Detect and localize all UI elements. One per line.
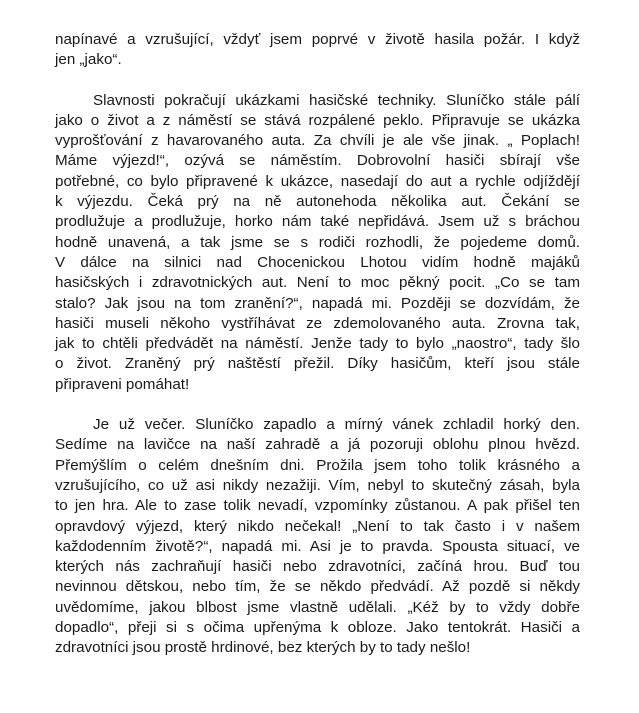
text-line: prodlužuje a prodlužuje, horko nám také nepřidává. Jsem už s bráchou bbox=[55, 213, 580, 231]
text-line: V dálce na silnici nad Chocenickou Lhotou vidím hodně majáků bbox=[55, 253, 580, 271]
text-line: kterých nás zachraňují hasiči nebo zdravotníci, začíná hrou. Buď tou bbox=[55, 558, 580, 576]
paragraph-1 bbox=[55, 30, 580, 71]
text-line: napínavé a vzrušující, vždyť jsem poprvé v životě hasila požár. I když bbox=[55, 31, 580, 48]
text-line: jen „jako“. bbox=[55, 51, 122, 69]
text-line: jak to chtěli předvádět na náměstí. Jenže tady to bylo „naostro“, tady šlo bbox=[55, 335, 580, 353]
text-line: k výjezdu. Čeká prý na ně autonehoda několika aut. Čekání se bbox=[55, 193, 580, 211]
paragraph-3 bbox=[55, 415, 580, 659]
text-line: Je už večer. Sluníčko zapadlo a mírný vánek zchladil horký den. bbox=[93, 416, 580, 434]
text-line: uvědomíme, jakou blbost jsme vlastně udělali. „Kéž by to vždy dobře bbox=[55, 598, 580, 616]
text-line: Přemýšlím o celém dnešním dni. Prožila jsem toho tolik krásného a bbox=[55, 456, 580, 474]
text-line: každodenním životě?“, napadá mi. Asi je to pravda. Spousta situací, ve bbox=[55, 537, 580, 555]
text-line: opravdový výjezd, který nikdo nečekal! „Není to tak často i v našem bbox=[55, 517, 580, 535]
text-line: hasiči museli někoho vystříhávat ze zdemolovaného auta. Zrovna tak, bbox=[55, 314, 580, 332]
text-line: Slavnosti pokračují ukázkami hasičské techniky. Sluníčko stále pálí bbox=[93, 91, 580, 109]
text-line: o život. Zraněný prý naštěstí přežil. Díky hasičům, kteří jsou stále bbox=[55, 355, 580, 373]
text-line: to jen hra. Ale to zase tolik nevadí, vzpomínky zůstanou. A pak přišel ten bbox=[55, 497, 580, 515]
paragraph-2 bbox=[55, 91, 580, 395]
text-line: vyprošťování z havarovaného auta. Za chvíli je ale vše jinak. „ Poplach! bbox=[55, 132, 580, 150]
text-line: Sedíme na lavičce na naší zahradě a já pozoruji oblohu plnou hvězd. bbox=[55, 436, 580, 454]
text-line: dopadlo“, přeji si s očima upřenýma k obloze. Jako tentokrát. Hasiči a bbox=[55, 619, 580, 637]
text-line: stalo? Jak jsou na tom zranění?“, napadá mi. Později se dozvídám, že bbox=[55, 294, 580, 312]
text-line: nevinnou dětskou, nebo tím, že se někdo předvádí. Až pozdě si někdy bbox=[55, 578, 580, 596]
text-line: hasičských i zdravotnických aut. Není to moc pěkný pocit. „Co se tam bbox=[55, 274, 580, 292]
text-line: připraveni pomáhat! bbox=[55, 375, 190, 393]
text-line: Máme výjezd!“, ozývá se náměstím. Dobrovolní hasiči sbírají vše bbox=[55, 152, 580, 170]
text-line: jako o život a z náměstí se stává rozpálené peklo. Připravuje se ukázka bbox=[55, 111, 580, 129]
text-line: zdravotníci jsou prostě hrdinové, bez kterých by to tady nešlo! bbox=[55, 639, 471, 657]
text-line: hodně unavená, a tak jsme se s rodiči rozhodli, že pojedeme domů. bbox=[55, 233, 580, 251]
text-line: vzrušujícího, co už asi nikdy nezažiji. Vím, nebyl to skutečný zásah, byla bbox=[55, 476, 580, 494]
document-page bbox=[55, 30, 580, 659]
text-line: potřebné, co bylo připravené k ukázce, nasedají do aut a rychle odjíždějí bbox=[55, 172, 580, 190]
